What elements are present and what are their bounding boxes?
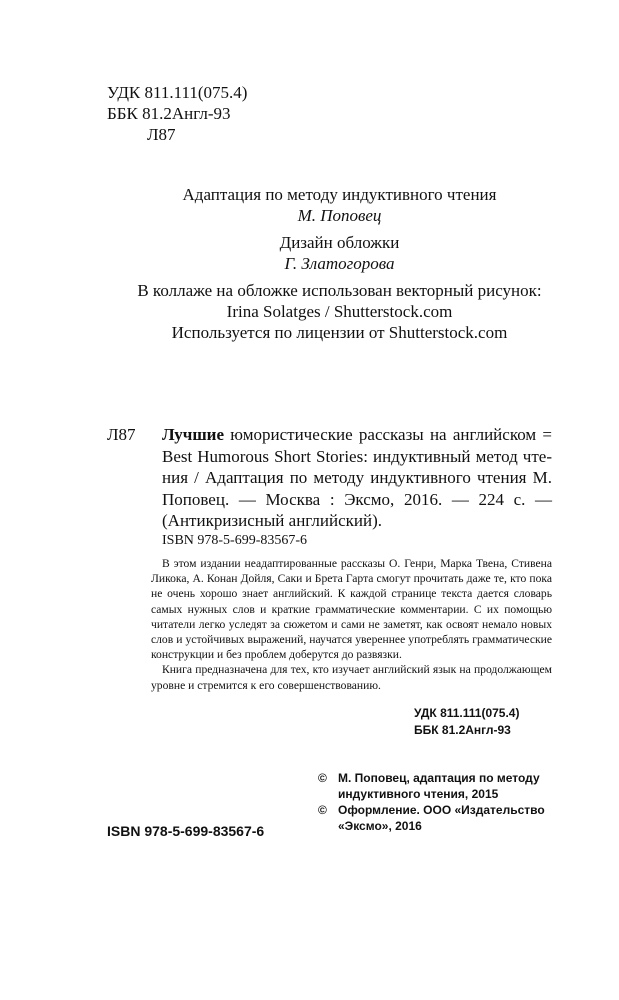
annotation-paragraph-2: Книга предназначена для тех, кто изучает английский язык на продолжающем уровне и стремится к его совершенствованию. bbox=[151, 663, 552, 692]
collage-credit bbox=[60, 280, 619, 343]
adaptation-name: М. Поповец bbox=[297, 206, 382, 225]
isbn-record: ISBN 978-5-699-83567-6 bbox=[162, 533, 308, 548]
biblio-text: юмористические рассказы на английском = Best Humorous Short Stories: индуктивный метод чтения / Адаптация по методу индуктивного чтения М. Поповец. — Москва : Эксмо, 2016. — 224 с. — (Антикризисный английский). bbox=[162, 425, 552, 530]
classification-codes bbox=[107, 82, 247, 145]
footer-isbn: ISBN 978-5-699-83567-6 bbox=[107, 823, 265, 839]
copyright-adaptation-cont: индуктивного чтения, 2015 bbox=[338, 787, 499, 801]
biblio-title-bold: Лучшие bbox=[162, 425, 225, 444]
collage-line-2: Irina Solatges / Shutterstock.com bbox=[226, 302, 453, 321]
adaptation-label: Адаптация по методу индуктивного чтения bbox=[182, 185, 497, 204]
copyright-design-cont: «Эксмо», 2016 bbox=[338, 819, 422, 833]
copyright-adaptation: М. Поповец, адаптация по методу bbox=[338, 771, 540, 785]
udk-code: УДК 811.111(075.4) bbox=[107, 83, 248, 102]
bibliographic-record bbox=[162, 424, 552, 532]
annotation-codes bbox=[414, 705, 519, 739]
annotation-paragraph-1: В этом издании неадаптированные рассказы О. Генри, Марка Твена, Стивена Ликока, А. Конан Дойля, Саки и Брета Гарта смогут прочитать даже те, кто пока не очень хорошо знает английский. К каждой странице текста дается словарь самых нужных слов и краткие грамматические комментарии. С их помощью читатели легко уследят за сюжетом и сами не заметят, как освоят немало новых слов и устойчивых выражений, научатся увереннее употреблять грамматические конструкции и без проблем доберутся до развязки. bbox=[151, 557, 552, 662]
annotation bbox=[151, 556, 552, 693]
copyright-symbol-2: © bbox=[318, 803, 327, 817]
copyright-symbol: © bbox=[318, 771, 327, 785]
biblio-author-mark: Л87 bbox=[107, 425, 136, 444]
collage-line-3: Используется по лицензии от Shutterstock.com bbox=[171, 323, 508, 342]
design-name: Г. Златогорова bbox=[284, 254, 395, 273]
collage-line-1: В коллаже на обложке использован векторный рисунок: bbox=[137, 281, 542, 300]
annotation-udk: УДК 811.111(075.4) bbox=[414, 706, 520, 720]
bbk-code: ББК 81.2Англ-93 bbox=[107, 104, 231, 123]
author-mark: Л87 bbox=[147, 125, 176, 144]
design-credit bbox=[60, 232, 619, 274]
adaptation-credit bbox=[60, 184, 619, 226]
annotation-bbk: ББК 81.2Англ-93 bbox=[414, 723, 511, 737]
design-label: Дизайн обложки bbox=[279, 233, 400, 252]
copyright-block bbox=[318, 770, 558, 834]
copyright-design: Оформление. ООО «Издательство bbox=[338, 803, 545, 817]
